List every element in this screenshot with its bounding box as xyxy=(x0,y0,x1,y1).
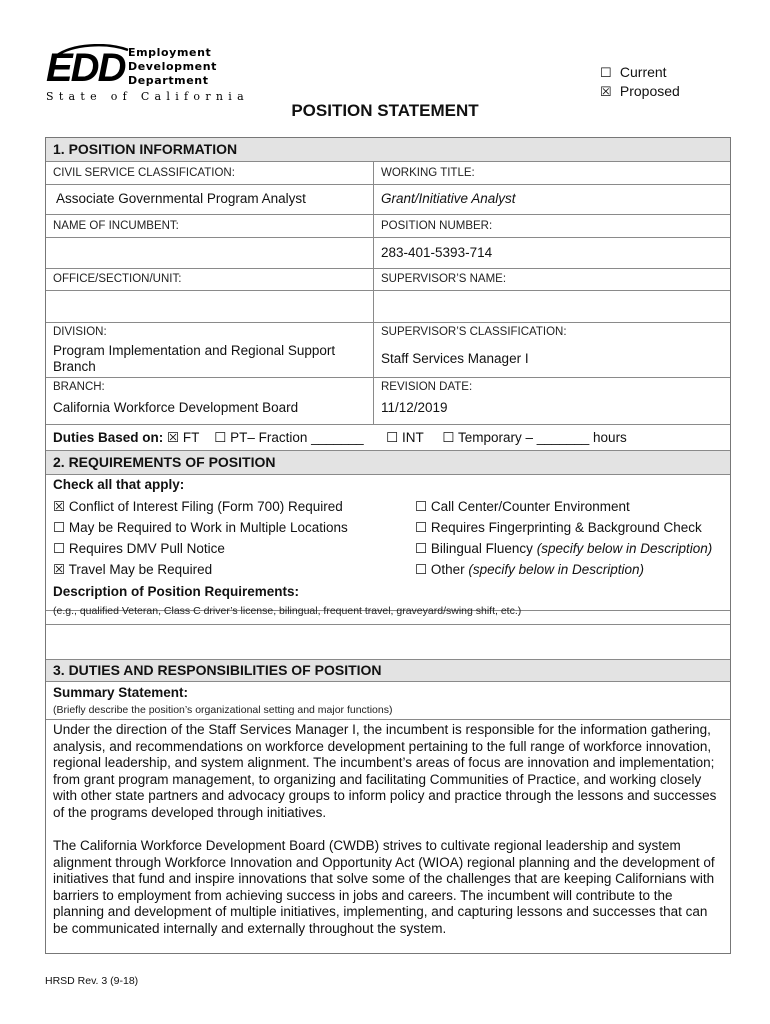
row-office-labels xyxy=(46,268,730,290)
supervisor-class-field[interactable]: Staff Services Manager I xyxy=(381,351,529,366)
req-fingerprinting[interactable]: ☐ Requires Fingerprinting & Background Check xyxy=(415,520,702,535)
revision-date-field[interactable]: 11/12/2019 xyxy=(381,400,448,415)
checkbox-conflict-of-interest[interactable]: ☒ xyxy=(53,499,66,514)
desc-requirements-field[interactable] xyxy=(46,624,730,659)
section3-heading: 3. DUTIES AND RESPONSIBILITIES OF POSITION xyxy=(46,659,730,681)
desc-requirements-hint: (e.g., qualified Veteran, Class C driver’s license, bilingual, frequent travel, graveyard/swing shift, etc.) xyxy=(53,605,522,617)
form-revision-footer: HRSD Rev. 3 (9-18) xyxy=(45,975,139,987)
section1-heading: 1. POSITION INFORMATION xyxy=(46,138,730,161)
checkbox-multiple-locations[interactable]: ☐ xyxy=(53,520,66,535)
incumbent-field[interactable] xyxy=(46,238,374,268)
status-options xyxy=(600,63,680,101)
incumbent-label: NAME OF INCUMBENT: xyxy=(46,215,374,237)
office-label: OFFICE/SECTION/UNIT: xyxy=(46,269,374,290)
ft-label: FT xyxy=(182,430,200,445)
position-number-label: POSITION NUMBER: xyxy=(381,220,493,232)
working-title-label: WORKING TITLE: xyxy=(381,167,475,179)
pt-label: PT– Fraction _______ xyxy=(230,430,364,445)
row-incumbent-labels xyxy=(46,214,730,237)
checkbox-pt[interactable]: ☐ xyxy=(214,430,227,445)
int-label: INT xyxy=(402,430,424,445)
checkbox-current[interactable]: ☐ xyxy=(600,65,612,80)
duties-based-on-row xyxy=(46,424,730,448)
checkbox-call-center[interactable]: ☐ xyxy=(415,499,428,514)
req-other[interactable]: ☐ Other (specify below in Description) xyxy=(415,562,644,577)
checkbox-other[interactable]: ☐ xyxy=(415,562,428,577)
req-multiple-locations[interactable]: ☐ May be Required to Work in Multiple Locations xyxy=(53,520,348,535)
supervisor-name-field[interactable] xyxy=(374,291,730,322)
civil-service-label: CIVIL SERVICE CLASSIFICATION: xyxy=(46,162,374,184)
row-division-values xyxy=(46,342,730,377)
req-travel[interactable]: ☒ Travel May be Required xyxy=(53,562,213,577)
summary-hint: (Briefly describe the position’s organizational setting and major functions) xyxy=(53,704,393,716)
section2-heading: 2. REQUIREMENTS OF POSITION xyxy=(46,450,730,474)
working-title-field[interactable]: Grant/Initiative Analyst xyxy=(381,191,516,206)
summary-paragraph-2: The California Workforce Development Board (CWDB) strives to cultivate regional leadership and system alignment through Workforce Innovation and Opportunity Act (WIOA) regional planning and the development of initiatives that fund and inspire innovations that solve some of the challenges that are keeping Californians with barriers to employment from achieving success in jobs and careers. The incumbent will contribute to the planning and development of multiple initiatives, implementing, and capturing lessons and successes that can be communicated internally and externally throughout the system. xyxy=(53,838,715,936)
row-incumbent-values xyxy=(46,237,730,268)
row-classification-values xyxy=(46,184,730,214)
status-proposed[interactable] xyxy=(600,82,680,101)
branch-label: BRANCH: xyxy=(46,378,374,397)
division-label: DIVISION: xyxy=(46,323,374,342)
row-office-values xyxy=(46,290,730,322)
checkbox-proposed[interactable]: ☒ xyxy=(600,84,612,99)
row-classification-labels xyxy=(46,161,730,184)
row-branch-values xyxy=(46,397,730,424)
status-proposed-label: Proposed xyxy=(619,83,680,99)
office-field[interactable] xyxy=(46,291,374,322)
summary-statement-field[interactable] xyxy=(46,719,730,953)
edd-logo xyxy=(46,44,249,104)
desc-requirements-header xyxy=(46,582,730,624)
checkbox-ft[interactable]: ☒ xyxy=(167,430,180,445)
civil-service-field[interactable]: Associate Governmental Program Analyst xyxy=(46,185,374,214)
checkbox-fingerprinting[interactable]: ☐ xyxy=(415,520,428,535)
page-title: POSITION STATEMENT xyxy=(291,101,479,120)
checkbox-dmv-pull-notice[interactable]: ☐ xyxy=(53,541,66,556)
check-all-title: Check all that apply: xyxy=(53,477,185,492)
row-division-labels xyxy=(46,322,730,342)
position-number-field[interactable]: 283-401-5393-714 xyxy=(381,245,493,260)
supervisor-class-label: SUPERVISOR’S CLASSIFICATION: xyxy=(381,326,567,338)
req-dmv-pull-notice[interactable]: ☐ Requires DMV Pull Notice xyxy=(53,541,225,556)
logo-abbrev: EDD xyxy=(46,46,125,90)
summary-title: Summary Statement: xyxy=(53,685,189,700)
duties-based-on-label: Duties Based on: xyxy=(53,430,164,445)
division-field[interactable]: Program Implementation and Regional Support Branch xyxy=(46,342,374,377)
checkbox-temporary[interactable]: ☐ xyxy=(442,430,455,445)
summary-statement-header xyxy=(46,681,730,719)
checkbox-int[interactable]: ☐ xyxy=(386,430,399,445)
status-current[interactable] xyxy=(600,63,680,82)
logo-state: State of California xyxy=(46,90,249,103)
revision-label: REVISION DATE: xyxy=(381,381,473,393)
req-call-center[interactable]: ☐ Call Center/Counter Environment xyxy=(415,499,630,514)
temporary-label: Temporary – _______ hours xyxy=(457,430,627,445)
logo-department-name: Employment Development Department xyxy=(128,46,218,87)
position-statement-form xyxy=(45,137,731,954)
branch-field[interactable]: California Workforce Development Board xyxy=(46,397,374,424)
req-bilingual[interactable]: ☐ Bilingual Fluency (specify below in Description) xyxy=(415,541,713,556)
checkbox-bilingual[interactable]: ☐ xyxy=(415,541,428,556)
summary-paragraph-1: Under the direction of the Staff Services Manager I, the incumbent is responsible for the information gathering, analysis, and recommendations on workforce development pertaining to the full range of workforce innovation, regional leadership, and system alignment. The incumbent’s areas of focus are innovation and implementation; from grant program management, to organizing and facilitating Communities of Practice, and working closely with other state partners and advocacy groups to inform policy and practice through the lessons and successes of the programs developed through initiatives. xyxy=(53,722,717,820)
req-conflict-of-interest[interactable]: ☒ Conflict of Interest Filing (Form 700) Required xyxy=(53,499,343,514)
supervisor-name-label: SUPERVISOR’S NAME: xyxy=(381,273,507,285)
status-current-label: Current xyxy=(619,64,667,80)
desc-requirements-title: Description of Position Requirements: xyxy=(53,584,300,599)
checkbox-travel[interactable]: ☒ xyxy=(53,562,66,577)
row-branch-labels xyxy=(46,377,730,397)
